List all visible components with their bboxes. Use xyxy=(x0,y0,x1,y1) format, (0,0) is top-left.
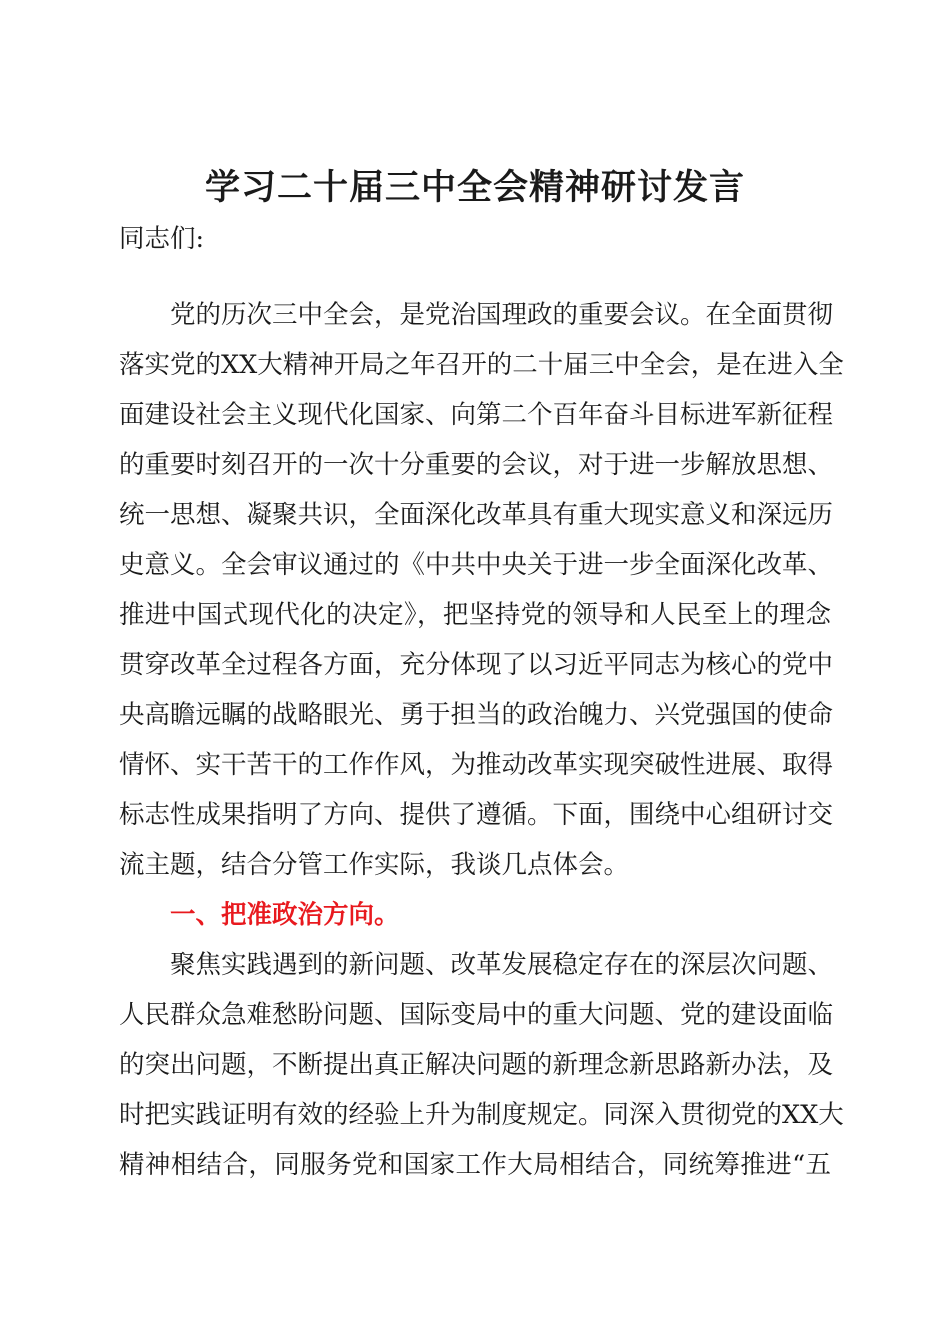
section-heading: 一、把准政治方向。 xyxy=(170,900,400,930)
paragraph-line: 央高瞻远瞩的战略眼光、勇于担当的政治魄力、兴党强国的使命 xyxy=(119,700,834,730)
paragraph-line: 人民群众急难愁盼问题、国际变局中的重大问题、党的建设面临 xyxy=(119,1000,834,1030)
document-title: 学习二十届三中全会精神研讨发言 xyxy=(204,167,745,208)
paragraph-line: 标志性成果指明了方向、提供了遵循。下面，围绕中心组研讨交 xyxy=(119,800,834,830)
paragraph-line: 情怀、实干苦干的工作作风，为推动改革实现突破性进展、取得 xyxy=(119,750,834,780)
paragraph-line: 聚焦实践遇到的新问题、改革发展稳定存在的深层次问题、 xyxy=(170,950,834,980)
paragraph-line: 精神相结合，同服务党和国家工作大局相结合，同统筹推进“五 xyxy=(119,1150,831,1180)
paragraph-line: 时把实践证明有效的经验上升为制度规定。同深入贯彻党的XX大 xyxy=(119,1100,844,1130)
paragraph-line: 落实党的XX大精神开局之年召开的二十届三中全会，是在进入全 xyxy=(119,350,844,380)
paragraph-line: 党的历次三中全会，是党治国理政的重要会议。在全面贯彻 xyxy=(170,300,834,330)
paragraph-line: 流主题，结合分管工作实际，我谈几点体会。 xyxy=(119,850,630,880)
paragraph-line: 的重要时刻召开的一次十分重要的会议，对于进一步解放思想、 xyxy=(119,450,834,480)
paragraph-line: 统一思想、凝聚共识，全面深化改革具有重大现实意义和深远历 xyxy=(119,500,834,530)
salutation: 同志们: xyxy=(119,224,205,254)
paragraph-line: 的突出问题，不断提出真正解决问题的新理念新思路新办法，及 xyxy=(119,1050,834,1080)
paragraph-line: 史意义。全会审议通过的《中共中央关于进一步全面深化改革、 xyxy=(119,550,834,580)
paragraph-line: 推进中国式现代化的决定》，把坚持党的领导和人民至上的理念 xyxy=(119,600,831,630)
paragraph-line: 面建设社会主义现代化国家、向第二个百年奋斗目标进军新征程 xyxy=(119,400,834,430)
paragraph-line: 贯穿改革全过程各方面，充分体现了以习近平同志为核心的党中 xyxy=(119,650,834,680)
